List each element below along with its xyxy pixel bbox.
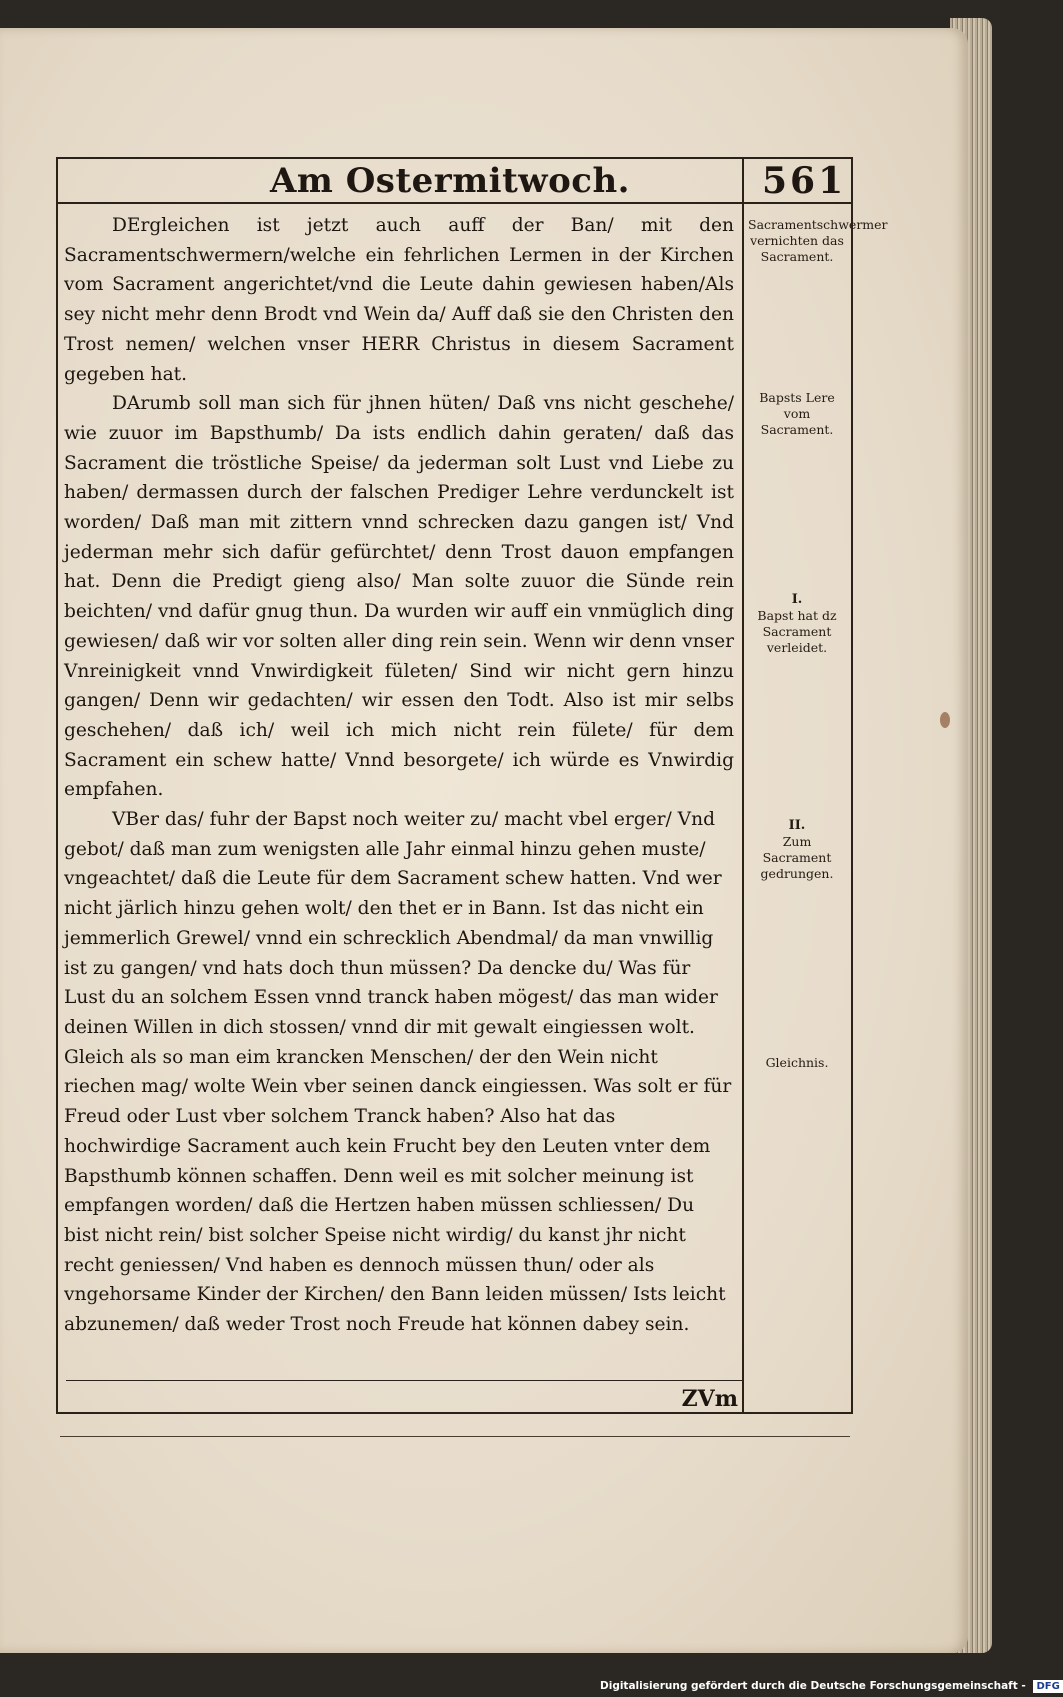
margin-note-text: Zum Sacrament gedrungen. [760,834,834,881]
catchword: ZVm [681,1386,738,1412]
digitization-credit [600,1678,1060,1694]
bottom-rule [60,1436,850,1437]
margin-note [748,818,846,882]
credit-text: Digitalisierung gefördert durch die Deutsche Forschungsgemeinschaft - [600,1680,1026,1692]
margin-note [748,1055,846,1071]
paragraph: DErgleichen ist jetzt auch auff der Ban/ mit den Sacramentschwermern/welche ein fehrlichen Lermen in der Kirchen vom Sacrament angerichtet/vnd die Leute dahin gewiesen haben/Als sey nicht mehr denn Brodt vnd Wein da/ Auff daß sie den Christen den Trost nemen/ welchen vnser HERR Christus in diesem Sacrament gegeben hat. [64,215,734,385]
margin-note [748,592,846,656]
ink-stain [940,712,950,728]
dfg-logo: DFG [1033,1680,1062,1693]
running-head: Am Ostermitwoch. [270,161,631,201]
margin-note-number: I. [791,592,803,607]
margin-note [748,390,846,438]
body-text [64,211,734,1386]
header-rule [56,202,851,204]
margin-note-text: Bapsts Lere vom Sacrament. [759,390,835,437]
page-number: 561 [762,160,847,202]
margin-note-text: Bapst hat dz Sacrament verleidet. [757,608,837,655]
margin-note-text: Gleichnis. [765,1055,829,1070]
margin-note [748,217,888,265]
margin-note-text: Sacramentschwermer vernichten das Sacrament. [748,217,888,264]
paragraph: VBer das/ fuhr der Bapst noch weiter zu/ macht vbel erger/ Vnd gebot/ daß man zum wenigsten alle Jahr einmal hinzu gehen muste/ vngeachtet/ daß die Leute für dem Sacrament schew hatten. Vnd wer nicht järlich hinzu gehen wolt/ den thet er in Bann. Ist das nicht ein jemmerlich Grewel/ vnnd ein schrecklich Abendmal/ da man vnwillig ist zu gangen/ vnd hats doch thun müssen? Da dencke du/ Was für Lust du an solchem Essen vnnd tranck haben mögest/ das man wider deinen Willen in dich stossen/ vnnd dir mit gewalt eingiessen wolt. Gleich als so man eim krancken Menschen/ der den Wein nicht riechen mag/ wolte Wein vber seinen danck eingiessen. Was solt er für Freud oder Lust vber solchem Tranck haben? Also hat das hochwirdige Sacrament auch kein Frucht bey den Leuten vnter dem Bapsthumb können schaffen. Denn weil es mit solcher meinung ist empfangen worden/ daß die Hertzen haben müssen schliessen/ Du bist nicht rein/ bist solcher Speise nicht wirdig/ du kanst jhr nicht recht geniessen/ Vnd haben es dennoch müssen thun/ oder als vngehorsame Kinder der Kirchen/ den Bann leiden müssen/ Ists leicht abzunemen/ daß weder Trost noch Freude hat können dabey sein. [64,809,732,1336]
paragraph: DArumb soll man sich für jhnen hüten/ Daß vns nicht geschehe/ wie zuuor im Bapsthumb/ Da ists endlich dahin geraten/ daß das Sacrament die tröstliche Speise/ da jederman solt Lust vnd Liebe zu haben/ dermassen durch der falschen Prediger Lehre verdunckelt ist worden/ Daß man mit zittern vnnd schrecken dazu gangen ist/ Vnd jederman mehr sich dafür gefürchtet/ denn Trost dauon empfangen hat. Denn die Predigt gieng also/ Man solte zuuor die Sünde rein beichten/ vnd dafür gnug thun. Da wurden wir auff ein vnmüglich ding gewiesen/ daß wir vor solten aller ding rein sein. Wenn wir denn vnser Vnreinigkeit vnnd Vnwirdigkeit fületen/ Sind wir nicht gern hinzu gangen/ Denn wir gedachten/ wir essen den Todt. Also ist mir selbs geschehen/ daß ich/ weil ich mich nicht rein fülete/ für dem Sacrament ein schew hatte/ Vnnd besorgete/ ich würde es Vnwirdig empfahen. [64,393,734,801]
margin-column-rule [742,157,744,1412]
margin-note-number: II. [788,818,806,833]
